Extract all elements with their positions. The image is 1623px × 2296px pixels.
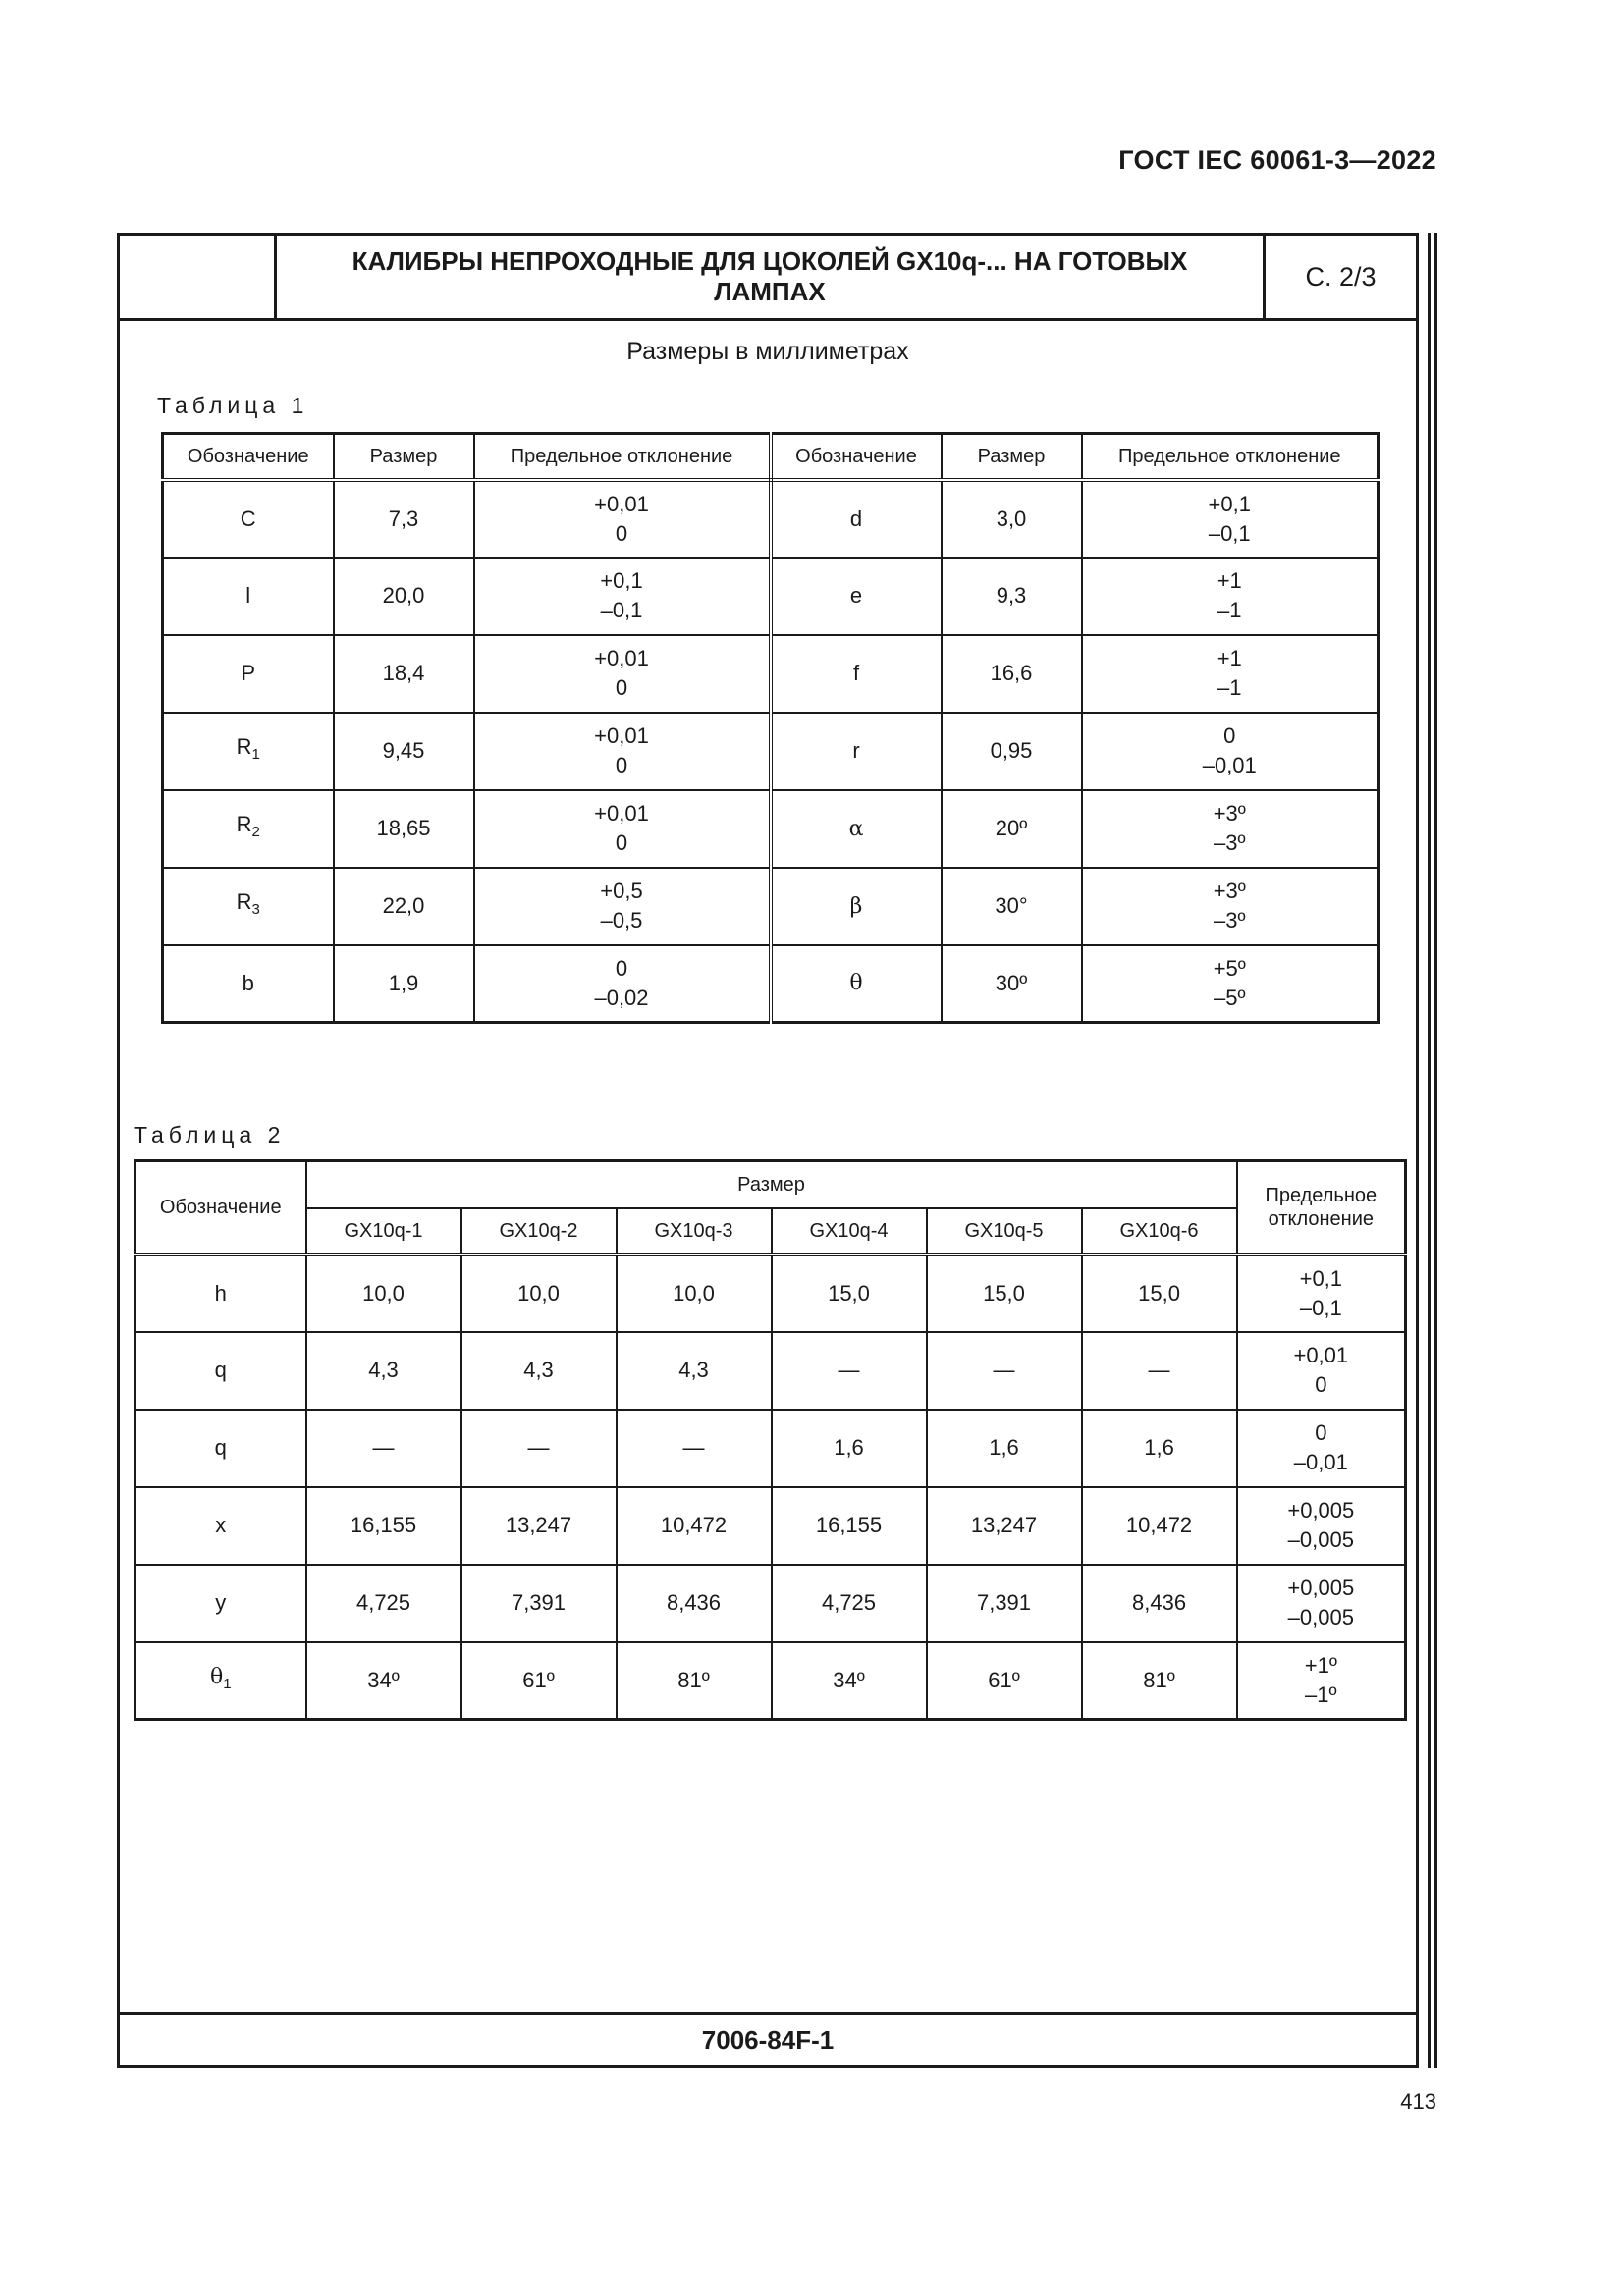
tolerance-cell-upper: +0,01 — [594, 723, 649, 748]
table-row — [163, 480, 1379, 558]
tolerance-cell-upper: +0,1 — [600, 568, 643, 593]
table-row — [135, 1255, 1406, 1332]
drawing-sheet-frame — [117, 233, 1419, 2068]
table1-header: Обозначение — [163, 434, 334, 480]
tolerance-cell-upper: 0 — [1223, 723, 1236, 748]
table2-column-header: GX10q-4 — [772, 1208, 927, 1255]
tolerance-cell-lower: 0 — [1315, 1372, 1327, 1397]
designation-cell — [163, 480, 334, 558]
tolerance-cell-lower: 0 — [615, 675, 628, 700]
size-cell: 7,391 — [927, 1565, 1082, 1642]
tolerance-cell — [474, 480, 771, 558]
table2-column-header: GX10q-2 — [461, 1208, 617, 1255]
tolerance-cell-lower: –1º — [1305, 1682, 1337, 1707]
size-cell: — — [772, 1332, 927, 1410]
tolerance-cell-upper: +0,005 — [1287, 1498, 1355, 1522]
designation-cell-symbol: d — [849, 506, 863, 531]
size-cell: — — [927, 1332, 1082, 1410]
table1-header: Обозначение — [771, 434, 942, 480]
size-cell: 30º — [942, 945, 1082, 1023]
size-cell: 16,6 — [942, 635, 1082, 713]
designation-cell-symbol: y — [215, 1590, 227, 1615]
tolerance-cell-upper: +0,01 — [594, 491, 649, 516]
size-cell: 61º — [461, 1642, 617, 1720]
designation-cell-subscript: 2 — [251, 824, 260, 840]
designation-cell — [771, 480, 942, 558]
tolerance-cell-upper: +3º — [1213, 801, 1246, 826]
tolerance-cell — [1237, 1410, 1406, 1487]
tolerance-cell-lower: 0 — [615, 520, 628, 546]
tolerance-cell-upper: +0,01 — [1293, 1343, 1349, 1367]
size-cell: 20,0 — [334, 558, 474, 635]
size-cell: 30° — [942, 868, 1082, 945]
tolerance-cell-lower: 0 — [615, 753, 628, 777]
table-row — [163, 713, 1379, 790]
table2-header-tolerance: Предельное отклонение — [1237, 1161, 1406, 1255]
size-cell: 9,45 — [334, 713, 474, 790]
size-cell: 7,3 — [334, 480, 474, 558]
tolerance-cell — [474, 868, 771, 945]
table2 — [134, 1159, 1407, 1721]
size-cell: — — [1082, 1332, 1237, 1410]
table2-column-header: GX10q-3 — [617, 1208, 772, 1255]
table-row — [163, 868, 1379, 945]
tolerance-cell-lower: –5º — [1213, 985, 1246, 1010]
size-cell: 15,0 — [927, 1255, 1082, 1332]
designation-cell — [163, 790, 334, 868]
designation-cell-symbol: θ — [849, 971, 863, 996]
units-note: Размеры в миллиметрах — [626, 338, 909, 365]
designation-cell — [771, 945, 942, 1023]
designation-cell — [771, 868, 942, 945]
tolerance-cell-upper: +5º — [1213, 955, 1246, 981]
tolerance-cell-upper: +0,5 — [600, 879, 643, 903]
designation-cell-symbol: q — [214, 1435, 227, 1460]
tolerance-cell-upper: +0,1 — [1208, 491, 1251, 516]
tolerance-cell-lower: –0,1 — [1208, 520, 1251, 546]
size-cell: 10,0 — [306, 1255, 461, 1332]
designation-cell-symbol: θ — [209, 1664, 224, 1689]
designation-cell-symbol: e — [849, 583, 863, 608]
designation-cell-subscript: 3 — [251, 901, 260, 918]
binding-rule — [1434, 233, 1437, 2068]
tolerance-cell — [1082, 945, 1379, 1023]
tolerance-cell-lower: –0,005 — [1287, 1527, 1354, 1552]
designation-cell — [135, 1642, 306, 1720]
standard-number: ГОСТ IEC 60061-3—2022 — [1118, 145, 1436, 175]
designation-cell — [135, 1332, 306, 1410]
tolerance-cell — [1082, 480, 1379, 558]
size-cell: 4,3 — [617, 1332, 772, 1410]
designation-cell — [771, 790, 942, 868]
designation-cell-symbol: r — [852, 738, 860, 763]
sheet-number: С. 2/3 — [1263, 236, 1416, 318]
size-cell: 13,247 — [927, 1487, 1082, 1565]
tolerance-cell — [474, 945, 771, 1023]
designation-cell-subscript: 1 — [251, 746, 260, 763]
designation-cell — [163, 558, 334, 635]
designation-cell — [135, 1565, 306, 1642]
designation-cell-symbol: R — [236, 889, 252, 914]
size-cell: 15,0 — [1082, 1255, 1237, 1332]
binding-rule — [1428, 233, 1431, 2068]
designation-cell — [135, 1487, 306, 1565]
table1 — [161, 432, 1380, 1024]
tolerance-cell-upper: +0,01 — [594, 646, 649, 670]
tolerance-cell-upper: 0 — [615, 955, 628, 981]
tolerance-cell-lower: –3º — [1213, 830, 1246, 855]
page-number: 413 — [1400, 2089, 1436, 2113]
table2-column-header: GX10q-5 — [927, 1208, 1082, 1255]
table-row — [135, 1487, 1406, 1565]
table2-header-size: Размер — [306, 1161, 1237, 1208]
size-cell: 8,436 — [1082, 1565, 1237, 1642]
size-cell: 4,3 — [306, 1332, 461, 1410]
title-block — [120, 236, 1416, 321]
tolerance-cell-upper: +1 — [1217, 646, 1242, 670]
tolerance-cell-upper: +3º — [1213, 879, 1246, 903]
tolerance-cell — [474, 558, 771, 635]
size-cell: 16,155 — [772, 1487, 927, 1565]
tolerance-cell-lower: –0,02 — [594, 985, 649, 1010]
tolerance-cell — [1237, 1565, 1406, 1642]
tolerance-cell-lower: –0,01 — [1202, 753, 1257, 777]
size-cell: 8,436 — [617, 1565, 772, 1642]
size-cell: 10,472 — [617, 1487, 772, 1565]
designation-cell — [771, 558, 942, 635]
size-cell: 18,65 — [334, 790, 474, 868]
table1-header: Предельное отклонение — [474, 434, 771, 480]
tolerance-cell — [474, 713, 771, 790]
table1-header: Предельное отклонение — [1082, 434, 1379, 480]
designation-cell-symbol: b — [242, 970, 254, 995]
tolerance-cell — [474, 635, 771, 713]
tolerance-cell-upper: +0,01 — [594, 801, 649, 826]
size-cell: — — [461, 1410, 617, 1487]
sheet-title: КАЛИБРЫ НЕПРОХОДНЫЕ ДЛЯ ЦОКОЛЕЙ GX10q-... НА ГОТОВЫХ ЛАМПАХ — [352, 246, 1188, 306]
tolerance-cell — [1082, 713, 1379, 790]
tolerance-cell — [474, 790, 771, 868]
tolerance-cell-lower: –0,005 — [1287, 1605, 1354, 1629]
designation-cell-symbol: β — [849, 893, 863, 919]
table-row — [163, 635, 1379, 713]
size-cell: 18,4 — [334, 635, 474, 713]
table-row — [163, 945, 1379, 1023]
table-row — [135, 1410, 1406, 1487]
table-row — [135, 1332, 1406, 1410]
tolerance-cell — [1237, 1332, 1406, 1410]
table1-header: Размер — [942, 434, 1082, 480]
size-cell: 1,6 — [772, 1410, 927, 1487]
size-cell: 20º — [942, 790, 1082, 868]
tolerance-cell — [1082, 635, 1379, 713]
tolerance-cell-upper: +0,005 — [1287, 1575, 1355, 1600]
table-row — [135, 1565, 1406, 1642]
tolerance-cell-lower: 0 — [615, 830, 628, 855]
designation-cell-symbol: C — [240, 506, 256, 531]
designation-cell — [135, 1255, 306, 1332]
table1-caption: Таблица 1 — [157, 393, 309, 418]
designation-cell — [163, 713, 334, 790]
tolerance-cell-lower: –0,01 — [1293, 1450, 1348, 1474]
tolerance-cell-upper: +1º — [1304, 1652, 1337, 1678]
size-cell: 9,3 — [942, 558, 1082, 635]
designation-cell-symbol: R — [236, 734, 252, 759]
tolerance-cell — [1237, 1642, 1406, 1720]
size-cell: 1,6 — [1082, 1410, 1237, 1487]
table2-caption: Таблица 2 — [134, 1122, 286, 1148]
size-cell: 7,391 — [461, 1565, 617, 1642]
tolerance-cell-lower: –3º — [1213, 908, 1246, 933]
designation-cell-symbol: α — [848, 816, 864, 841]
size-cell: 1,9 — [334, 945, 474, 1023]
tolerance-cell — [1237, 1255, 1406, 1332]
tolerance-cell — [1082, 868, 1379, 945]
table2-column-header: GX10q-6 — [1082, 1208, 1237, 1255]
tolerance-cell-upper: +0,1 — [1299, 1265, 1343, 1291]
table-row — [135, 1642, 1406, 1720]
size-cell: 16,155 — [306, 1487, 461, 1565]
designation-cell — [771, 635, 942, 713]
size-cell: 10,0 — [461, 1255, 617, 1332]
title-block-empty-cell — [120, 236, 277, 318]
tolerance-cell-lower: –0,1 — [600, 598, 643, 622]
designation-cell-symbol: l — [245, 583, 251, 608]
tolerance-cell — [1082, 790, 1379, 868]
tolerance-cell-lower: –0,1 — [1299, 1295, 1342, 1320]
size-cell: 4,725 — [772, 1565, 927, 1642]
size-cell: 34º — [772, 1642, 927, 1720]
sheet-code: 7006-84F-1 — [120, 2012, 1416, 2065]
table-row — [163, 558, 1379, 635]
tolerance-cell-upper: 0 — [1315, 1420, 1327, 1445]
size-cell: 1,6 — [927, 1410, 1082, 1487]
size-cell: 4,3 — [461, 1332, 617, 1410]
designation-cell-symbol: x — [215, 1513, 227, 1537]
tolerance-cell-upper: +1 — [1217, 568, 1242, 593]
table1-header: Размер — [334, 434, 474, 480]
size-cell: 15,0 — [772, 1255, 927, 1332]
size-cell: — — [617, 1410, 772, 1487]
size-cell: 13,247 — [461, 1487, 617, 1565]
size-cell: 10,472 — [1082, 1487, 1237, 1565]
size-cell: 10,0 — [617, 1255, 772, 1332]
tolerance-cell-lower: –0,5 — [600, 908, 643, 933]
size-cell: 0,95 — [942, 713, 1082, 790]
size-cell: 81º — [1082, 1642, 1237, 1720]
designation-cell — [135, 1410, 306, 1487]
designation-cell-symbol: P — [241, 661, 256, 685]
size-cell: 34º — [306, 1642, 461, 1720]
designation-cell — [163, 868, 334, 945]
table2-column-header: GX10q-1 — [306, 1208, 461, 1255]
size-cell: 81º — [617, 1642, 772, 1720]
tolerance-cell — [1082, 558, 1379, 635]
tolerance-cell-lower: –1 — [1217, 598, 1242, 622]
designation-cell-symbol: h — [214, 1280, 227, 1306]
table-row — [163, 790, 1379, 868]
size-cell: 3,0 — [942, 480, 1082, 558]
tolerance-cell — [1237, 1487, 1406, 1565]
size-cell: 22,0 — [334, 868, 474, 945]
size-cell: — — [306, 1410, 461, 1487]
size-cell: 4,725 — [306, 1565, 461, 1642]
designation-cell — [163, 635, 334, 713]
designation-cell-symbol: R — [236, 812, 252, 836]
designation-cell — [771, 713, 942, 790]
designation-cell-symbol: f — [852, 661, 860, 685]
designation-cell-subscript: 1 — [223, 1675, 232, 1692]
size-cell: 61º — [927, 1642, 1082, 1720]
tolerance-cell-lower: –1 — [1217, 675, 1242, 700]
designation-cell-symbol: q — [214, 1358, 227, 1382]
designation-cell — [163, 945, 334, 1023]
table2-header-designation: Обозначение — [135, 1161, 306, 1255]
